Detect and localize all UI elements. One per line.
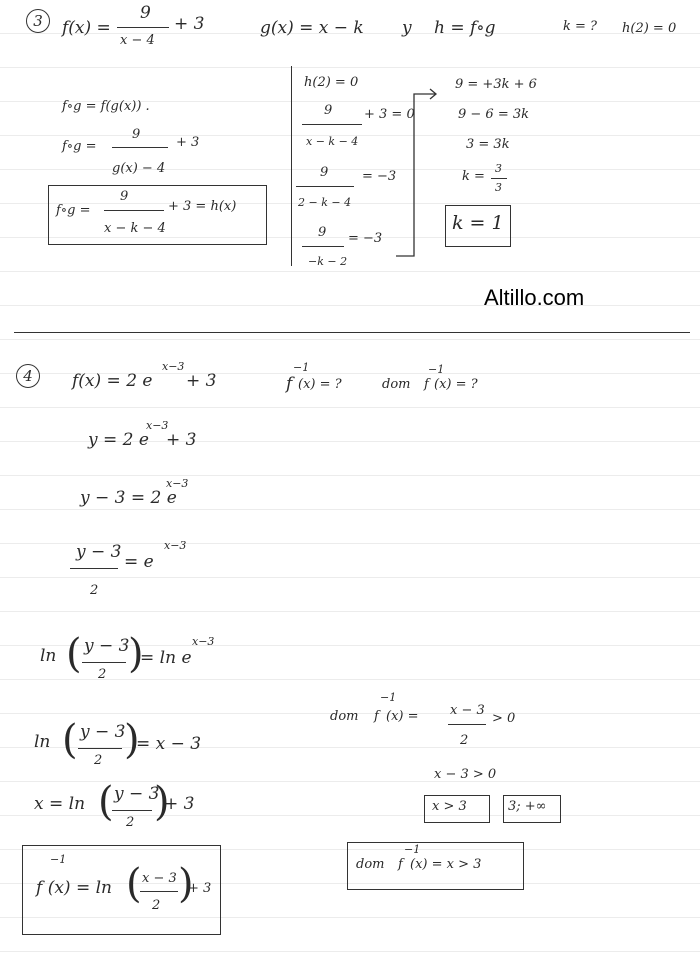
k-answer: k = 1 [452,212,504,234]
step6-right-paren: ) [154,779,170,825]
problem-3-number: 3 [26,9,50,33]
step5-numerator: y − 3 [80,722,126,742]
continuation-bracket [392,84,442,264]
step4-bar [82,662,126,663]
problem-4-number: 4 [16,364,40,388]
step4-ln: ln [40,646,57,666]
h2-step2-denominator: 2 − k − 4 [298,196,352,209]
given-function-exponent: x−3 [162,360,185,373]
h2-step1-rhs: + 3 = 0 [364,107,415,122]
inverse-answer-lhs: f (x) = ln [36,878,112,898]
h2-step1-denominator: x − k − 4 [306,135,359,148]
h2-step3-numerator: 9 [318,225,327,240]
composition-substitution-numerator: 9 [132,127,141,142]
domain-question-sup: −1 [428,363,445,376]
step6-numerator: y − 3 [114,784,160,804]
f-definition-lhs: f(x) = [62,18,111,38]
inverse-answer-plus: + 3 [188,881,212,896]
k-step4-lhs: k = [462,169,485,184]
step5-ln: ln [34,732,51,752]
composition-definition: f∘g = f(g(x)) . [62,99,150,114]
composition-substitution-plus: + 3 [176,135,200,150]
k-question: k = ? [563,19,598,34]
domain-numerator: x − 3 [450,703,485,718]
step4-rhs: = ln e [140,648,192,668]
step2-lhs: y − 3 = 2 e [80,488,177,508]
domain-greater-than-zero: > 0 [492,711,516,726]
k-step2: 9 − 6 = 3k [458,107,530,122]
inverse-question-rest: (x) = ? [298,377,342,392]
step3-denominator: 2 [90,583,99,598]
composition-result-numerator: 9 [120,189,129,204]
step4-right-paren: ) [128,631,144,677]
given-function-plus: + 3 [186,371,217,391]
inverse-answer-numerator: x − 3 [142,871,177,886]
domain-final-word: dom [356,857,385,872]
connector-y: y [402,18,412,38]
section-separator [14,332,690,333]
h2-step3-bar [302,246,344,247]
step5-left-paren: ( [62,717,78,763]
step3-rhs: = e [124,552,154,572]
inverse-answer-sup: −1 [50,853,67,866]
step5-right-paren: ) [124,717,140,763]
k-step4-denominator: 3 [495,181,502,194]
step2-exponent: x−3 [166,477,189,490]
inverse-answer-denominator: 2 [152,898,161,913]
step6-left-paren: ( [98,779,114,825]
domain-sup: −1 [380,691,397,704]
k-step4-numerator: 3 [495,162,502,175]
composition-result-lhs: f∘g = [56,203,91,218]
f-plus-three: + 3 [174,14,205,34]
step4-left-paren: ( [66,631,82,677]
step4-numerator: y − 3 [84,636,130,656]
inverse-question-sup: −1 [293,361,310,374]
domain-f: f [374,709,379,724]
step5-rhs: = x − 3 [136,734,202,754]
step6-lhs: x = ln [34,794,86,814]
g-definition: g(x) = x − k [260,18,364,38]
step4-exponent: x−3 [192,635,215,648]
domain-final-rest: (x) = x > 3 [410,857,482,872]
domain-denominator: 2 [460,733,469,748]
inverse-question-f: f [286,374,293,394]
h2-step3-rhs: = −3 [348,231,383,246]
h2-step2-rhs: = −3 [362,169,397,184]
domain-final-sup: −1 [404,843,421,856]
step1-exponent: x−3 [146,419,169,432]
h2-step2-numerator: 9 [320,165,329,180]
step1-lhs: y = 2 e [88,430,149,450]
composition-result-rhs: + 3 = h(x) [168,199,237,214]
f-fraction-bar [117,27,169,28]
domain-question-f: f [424,377,429,392]
domain-rest: (x) = [386,709,419,724]
step5-denominator: 2 [94,753,103,768]
h2-given: h(2) = 0 [622,21,677,36]
domain-question-word: dom [382,377,411,392]
step6-bar [112,810,152,811]
h2-step1-numerator: 9 [324,103,333,118]
k-step1: 9 = +3k + 6 [455,77,537,92]
domain-interval: 3; +∞ [508,799,547,814]
domain-inequality: x − 3 > 0 [434,767,497,782]
f-numerator: 9 [140,3,151,23]
step3-exponent: x−3 [164,539,187,552]
k-step3: 3 = 3k [466,137,510,152]
k-step4-bar [491,178,507,179]
h2-step3-denominator: −k − 2 [308,255,348,268]
domain-final-f: f [398,857,403,872]
h2-step1-bar [302,124,362,125]
h-composition-definition: h = f∘g [434,18,496,38]
domain-word: dom [330,709,359,724]
step5-bar [78,748,122,749]
altillo-watermark: Altillo.com [484,285,585,310]
composition-substitution-denominator: g(x) − 4 [112,161,166,176]
domain-question-rest: (x) = ? [434,377,478,392]
inverse-answer-right-paren: ) [178,861,194,907]
composition-result-bar [104,210,164,211]
step3-bar [70,568,118,569]
inverse-answer-bar [140,891,178,892]
step1-plus: + 3 [166,430,197,450]
h2-step2-bar [296,186,354,187]
step6-plus: + 3 [164,794,195,814]
domain-solution: x > 3 [432,799,467,814]
domain-bar [448,724,486,725]
step3-numerator: y − 3 [76,542,122,562]
composition-substitution-bar [112,147,168,148]
step4-denominator: 2 [98,667,107,682]
f-denominator: x − 4 [120,33,155,48]
inverse-answer-left-paren: ( [126,861,142,907]
step6-denominator: 2 [126,815,135,830]
given-function-lhs: f(x) = 2 e [72,371,153,391]
middle-column-divider [291,66,292,266]
composition-result-denominator: x − k − 4 [104,221,166,236]
h2-condition: h(2) = 0 [304,75,359,90]
composition-substitution-lhs: f∘g = [62,139,97,154]
